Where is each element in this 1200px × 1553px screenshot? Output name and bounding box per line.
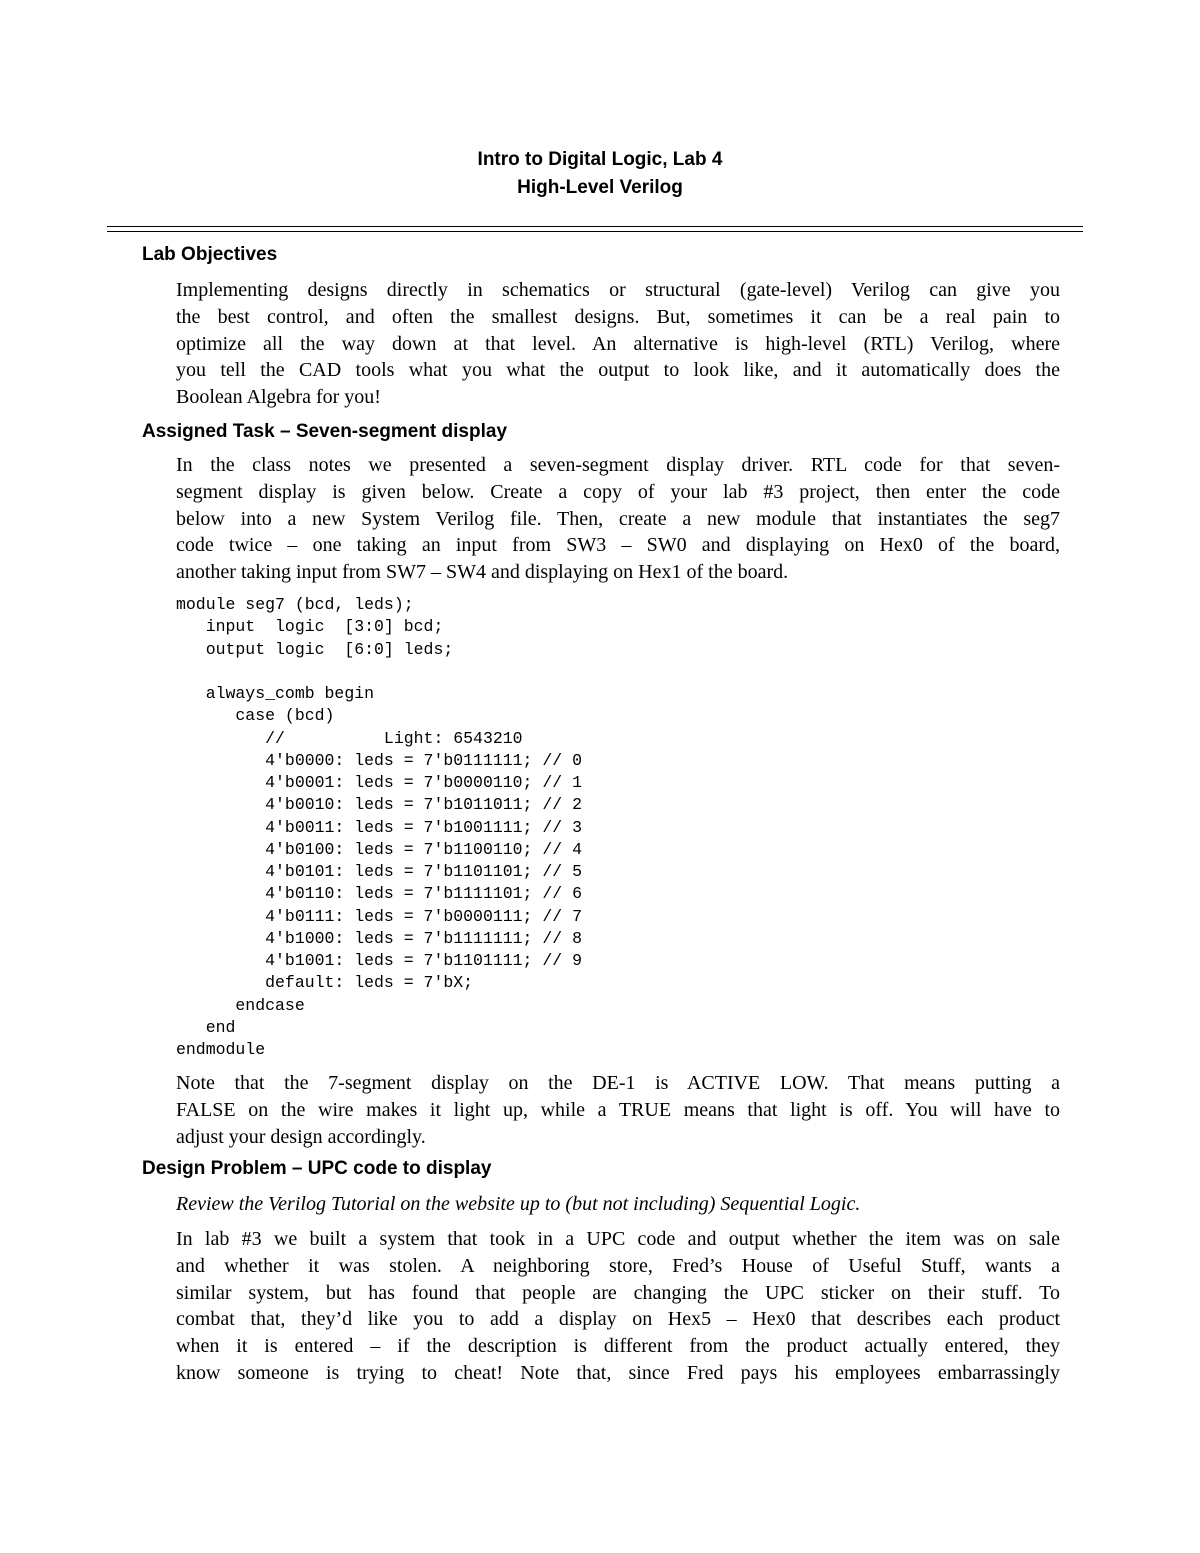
assigned-task-heading: Assigned Task – Seven-segment display (142, 421, 508, 442)
assigned-task-line: code twice – one taking an input from SW3 – SW0 and displaying on Hex0 of the board, (176, 534, 1060, 557)
design-problem-heading: Design Problem – UPC code to display (142, 1158, 492, 1179)
document-title: Intro to Digital Logic, Lab 4 (477, 149, 723, 170)
design-problem-line: similar system, but has found that people are changing the UPC sticker on their stuff. To (176, 1281, 1060, 1304)
design-problem-paragraph (176, 1226, 1060, 1387)
header-rule-top (107, 226, 1083, 227)
title-block (0, 146, 1200, 202)
design-problem-line: when it is entered – if the description is different from the product actually entered, they (176, 1335, 1060, 1358)
assigned-task-line: In the class notes we presented a seven-segment display driver. RTL code for that seven- (176, 454, 1060, 476)
objectives-line: Boolean Algebra for you! (176, 386, 381, 409)
document-subtitle: High-Level Verilog (517, 177, 683, 198)
objectives-line: you tell the CAD tools what you what the output to look like, and it automatically does the (176, 359, 1060, 382)
assigned-task-line: another taking input from SW7 – SW4 and displaying on Hex1 of the board. (176, 561, 789, 584)
design-problem-line: In lab #3 we built a system that took in a UPC code and output whether the item was on sale (176, 1228, 1060, 1250)
design-problem-line: combat that, they’d like you to add a display on Hex5 – Hex0 that describes each product (176, 1308, 1060, 1331)
note-line: adjust your design accordingly. (176, 1125, 426, 1148)
seg7-code-listing: module seg7 (bcd, leds); input logic [3:0] bcd; output logic [6:0] leds; always_comb begin case (bcd) // Light: 6543210 4'b0000: leds = 7'b0111111; // 0 4'b0001: leds = 7'b0000110; // 1 4'b0010: leds = 7'b1011011; // 2 4'b0011: leds = 7'b1001111; // 3 4'b0100: leds = 7'b1100110; // 4 4'b0101: leds = 7'b1101101; // 5 4'b0110: leds = 7'b1111101; // 6 4'b0111: leds = 7'b0000111; // 7 4'b1000: leds = 7'b1111111; // 8 4'b1001: leds = 7'b1101111; // 9 default: leds = 7'bX; endcase end endmodule (176, 595, 582, 1059)
objectives-line: optimize all the way down at that level. An alternative is high-level (RTL) Verilog, where (176, 332, 1060, 355)
objectives-paragraph (176, 277, 1060, 411)
active-low-note (176, 1070, 1060, 1150)
assigned-task-line: below into a new System Verilog file. Then, create a new module that instantiates the seg7 (176, 507, 1060, 530)
design-problem-line: know someone is trying to cheat! Note that, since Fred pays his employees embarrassingly (176, 1361, 1060, 1384)
note-line: FALSE on the wire makes it light up, while a TRUE means that light is off. You will have to (176, 1098, 1060, 1121)
review-instruction: Review the Verilog Tutorial on the website up to (but not including) Sequential Logic. (176, 1193, 861, 1215)
assigned-task-line: segment display is given below. Create a copy of your lab #3 project, then enter the code (176, 480, 1060, 503)
design-problem-line: and whether it was stolen. A neighboring store, Fred’s House of Useful Stuff, wants a (176, 1254, 1060, 1277)
objectives-heading: Lab Objectives (142, 244, 278, 265)
assigned-task-paragraph (176, 452, 1060, 586)
objectives-line: Implementing designs directly in schematics or structural (gate-level) Verilog can give you (176, 279, 1060, 301)
header-rule-bottom (107, 231, 1083, 232)
objectives-line: the best control, and often the smallest designs. But, sometimes it can be a real pain to (176, 305, 1060, 328)
note-line: Note that the 7-segment display on the DE-1 is ACTIVE LOW. That means putting a (176, 1072, 1060, 1094)
